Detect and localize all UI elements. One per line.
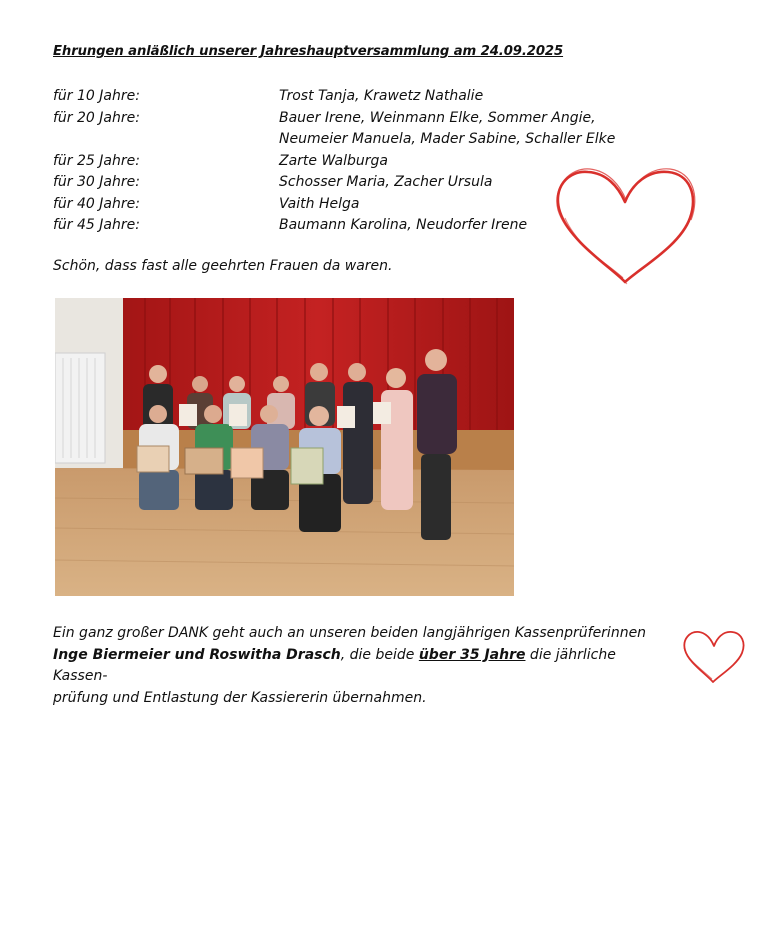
photo-caption-note: Schön, dass fast alle geehrten Frauen da waren. bbox=[53, 258, 393, 274]
thank-you-paragraph bbox=[53, 623, 673, 709]
honor-label: für 30 Jahre: bbox=[53, 174, 140, 190]
honor-row-30 bbox=[53, 172, 615, 194]
large-heart-icon bbox=[550, 160, 700, 290]
honor-row-45 bbox=[53, 215, 615, 237]
years-emphasis: über 35 Jahre bbox=[418, 646, 526, 663]
thank-you-after: die jährliche Kassen- bbox=[53, 646, 616, 684]
thank-you-line-1: Ein ganz großer DANK geht auch an unseren beiden langjährigen Kassenprüferinnen bbox=[53, 625, 647, 641]
honor-names: Zarte Walburga bbox=[279, 152, 389, 169]
honor-row-40 bbox=[53, 194, 615, 216]
honor-names: Trost Tanja, Krawetz Nathalie bbox=[279, 88, 484, 104]
thank-you-mid: , die beide bbox=[340, 646, 419, 663]
honor-row-10 bbox=[53, 86, 615, 108]
small-heart-icon bbox=[682, 628, 746, 686]
thank-you-line-3: prüfung und Entlastung der Kassiererin übernahmen. bbox=[53, 689, 427, 706]
honor-row-20 bbox=[53, 108, 615, 151]
group-photo bbox=[55, 298, 514, 596]
honor-names: Baumann Karolina, Neudorfer Irene bbox=[279, 217, 528, 233]
honors-list bbox=[53, 86, 615, 237]
honor-names: Schosser Maria, Zacher Ursula bbox=[279, 174, 493, 190]
page-title: Ehrungen anläßlich unserer Jahreshauptversammlung am 24.09.2025 bbox=[53, 44, 564, 59]
group-photo-illustration bbox=[55, 298, 514, 596]
honor-row-25 bbox=[53, 151, 615, 173]
honor-names-continued: Neumeier Manuela, Mader Sabine, Schaller Elke bbox=[279, 131, 616, 147]
honor-label: für 20 Jahre: bbox=[53, 109, 140, 126]
auditor-names: Inge Biermeier und Roswitha Drasch bbox=[53, 646, 341, 663]
honor-label: für 45 Jahre: bbox=[53, 217, 140, 233]
honor-label: für 25 Jahre: bbox=[53, 152, 140, 169]
honor-label: für 10 Jahre: bbox=[53, 88, 140, 104]
thank-you-line-2 bbox=[53, 645, 673, 688]
honor-names: Vaith Helga bbox=[279, 195, 360, 212]
honor-label: für 40 Jahre: bbox=[53, 195, 140, 212]
honor-names: Bauer Irene, Weinmann Elke, Sommer Angie, bbox=[279, 109, 596, 126]
